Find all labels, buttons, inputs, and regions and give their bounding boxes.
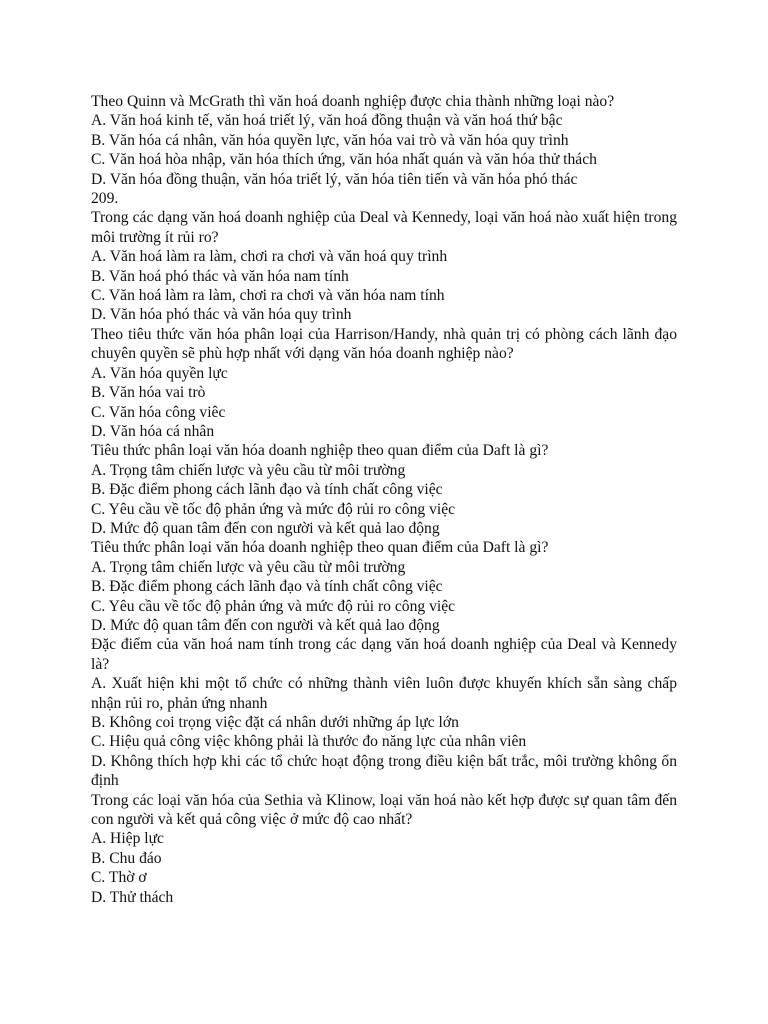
answer-option-c: C. Thờ ơ [91, 869, 147, 887]
answer-option-c: C. Yêu cầu về tốc độ phản ứng và mức độ rủi ro công việc [91, 597, 456, 615]
question-masculine-culture: Đặc điểm của văn hoá nam tính trong các dạng văn hoá doanh nghiệp của Deal và Kennedy là? [91, 636, 677, 673]
answer-option-c: C. Văn hóa công viêc [91, 403, 226, 421]
question-quinn-mcgrath: Theo Quinn và McGrath thì văn hoá doanh nghiệp được chia thành những loại nào? [91, 93, 615, 110]
question-number: 209. [91, 190, 119, 208]
answer-option-b: B. Văn hóa cá nhân, văn hóa quyền lực, văn hóa vai trò và văn hóa quy trình [91, 131, 569, 149]
answer-option-a: A. Trọng tâm chiến lược và yêu cầu từ môi trường [91, 558, 406, 576]
answer-option-b: B. Không coi trọng việc đặt cá nhân dưới những áp lực lớn [91, 714, 459, 731]
answer-option-d: D. Không thích hợp khi các tổ chức hoạt động trong điều kiện bất trắc, môi trường không ổn định [91, 752, 677, 790]
question-harrison-handy: Theo tiêu thức văn hóa phân loại của Harrison/Handy, nhà quản trị có phòng cách lãnh đạo chuyên quyền sẽ phù hợp nhất với dạng văn hóa doanh nghiệp nào? [91, 325, 677, 363]
question-sethia-klinow: Trong các loại văn hóa của Sethia và Klinow, loại văn hoá nào kết hợp được sự quan tâm đến con người và kết quả công việc ở mức độ cao nhất? [91, 791, 677, 829]
answer-option-a: A. Hiệp lực [91, 830, 164, 848]
answer-option-c: C. Yêu cầu về tốc độ phản ứng và mức độ rủi ro công việc [91, 500, 456, 518]
answer-option-a: A. Văn hóa quyền lực [91, 364, 228, 382]
document-body [91, 92, 677, 907]
answer-option-a: A. Xuất hiện khi một tổ chức có những thành viên luôn được khuyến khích sẵn sàng chấp nhận rủi ro, phản ứng nhanh [91, 675, 677, 712]
question-daft-criteria: Tiêu thức phân loại văn hóa doanh nghiệp theo quan điểm của Daft là gì? [91, 442, 549, 460]
answer-option-d: D. Thử thách [91, 888, 174, 906]
answer-option-b: B. Chu đáo [91, 849, 162, 867]
answer-option-b: B. Đặc điểm phong cách lãnh đạo và tính chất công việc [91, 578, 443, 596]
answer-option-a: A. Trọng tâm chiến lược và yêu cầu từ môi trường [91, 461, 406, 479]
answer-option-c: C. Văn hoá làm ra làm, chơi ra chơi và văn hóa nam tính [91, 287, 445, 305]
answer-option-c: C. Văn hoá hòa nhập, văn hóa thích ứng, văn hóa nhất quán và văn hóa thử thách [91, 151, 597, 169]
answer-option-a: A. Văn hoá kinh tế, văn hoá triết lý, văn hoá đồng thuận và văn hoá thứ bậc [91, 112, 563, 130]
answer-option-b: B. Văn hoá phó thác và văn hóa nam tính [91, 267, 349, 285]
question-deal-kennedy-low-risk: Trong các dạng văn hoá doanh nghiệp của Deal và Kennedy, loại văn hoá nào xuất hiện trong môi trường ít rủi ro? [91, 209, 677, 246]
answer-option-a: A. Văn hoá làm ra làm, chơi ra chơi và văn hoá quy trình [91, 248, 448, 266]
answer-option-d: D. Văn hóa đồng thuận, văn hóa triết lý, văn hóa tiên tiến và văn hóa phó thác [91, 170, 578, 188]
answer-option-d: D. Văn hóa cá nhân [91, 422, 215, 440]
question-daft-criteria: Tiêu thức phân loại văn hóa doanh nghiệp theo quan điểm của Daft là gì? [91, 539, 549, 557]
answer-option-b: B. Đặc điểm phong cách lãnh đạo và tính chất công việc [91, 481, 443, 499]
answer-option-c: C. Hiệu quả công việc không phải là thước đo năng lực của nhân viên [91, 733, 527, 751]
answer-option-d: D. Mức độ quan tâm đến con người và kết quả lao động [91, 616, 440, 634]
answer-option-b: B. Văn hóa vai trò [91, 384, 206, 402]
answer-option-d: D. Văn hóa phó thác và văn hóa quy trình [91, 306, 352, 324]
answer-option-d: D. Mức độ quan tâm đến con người và kết quả lao động [91, 519, 440, 537]
